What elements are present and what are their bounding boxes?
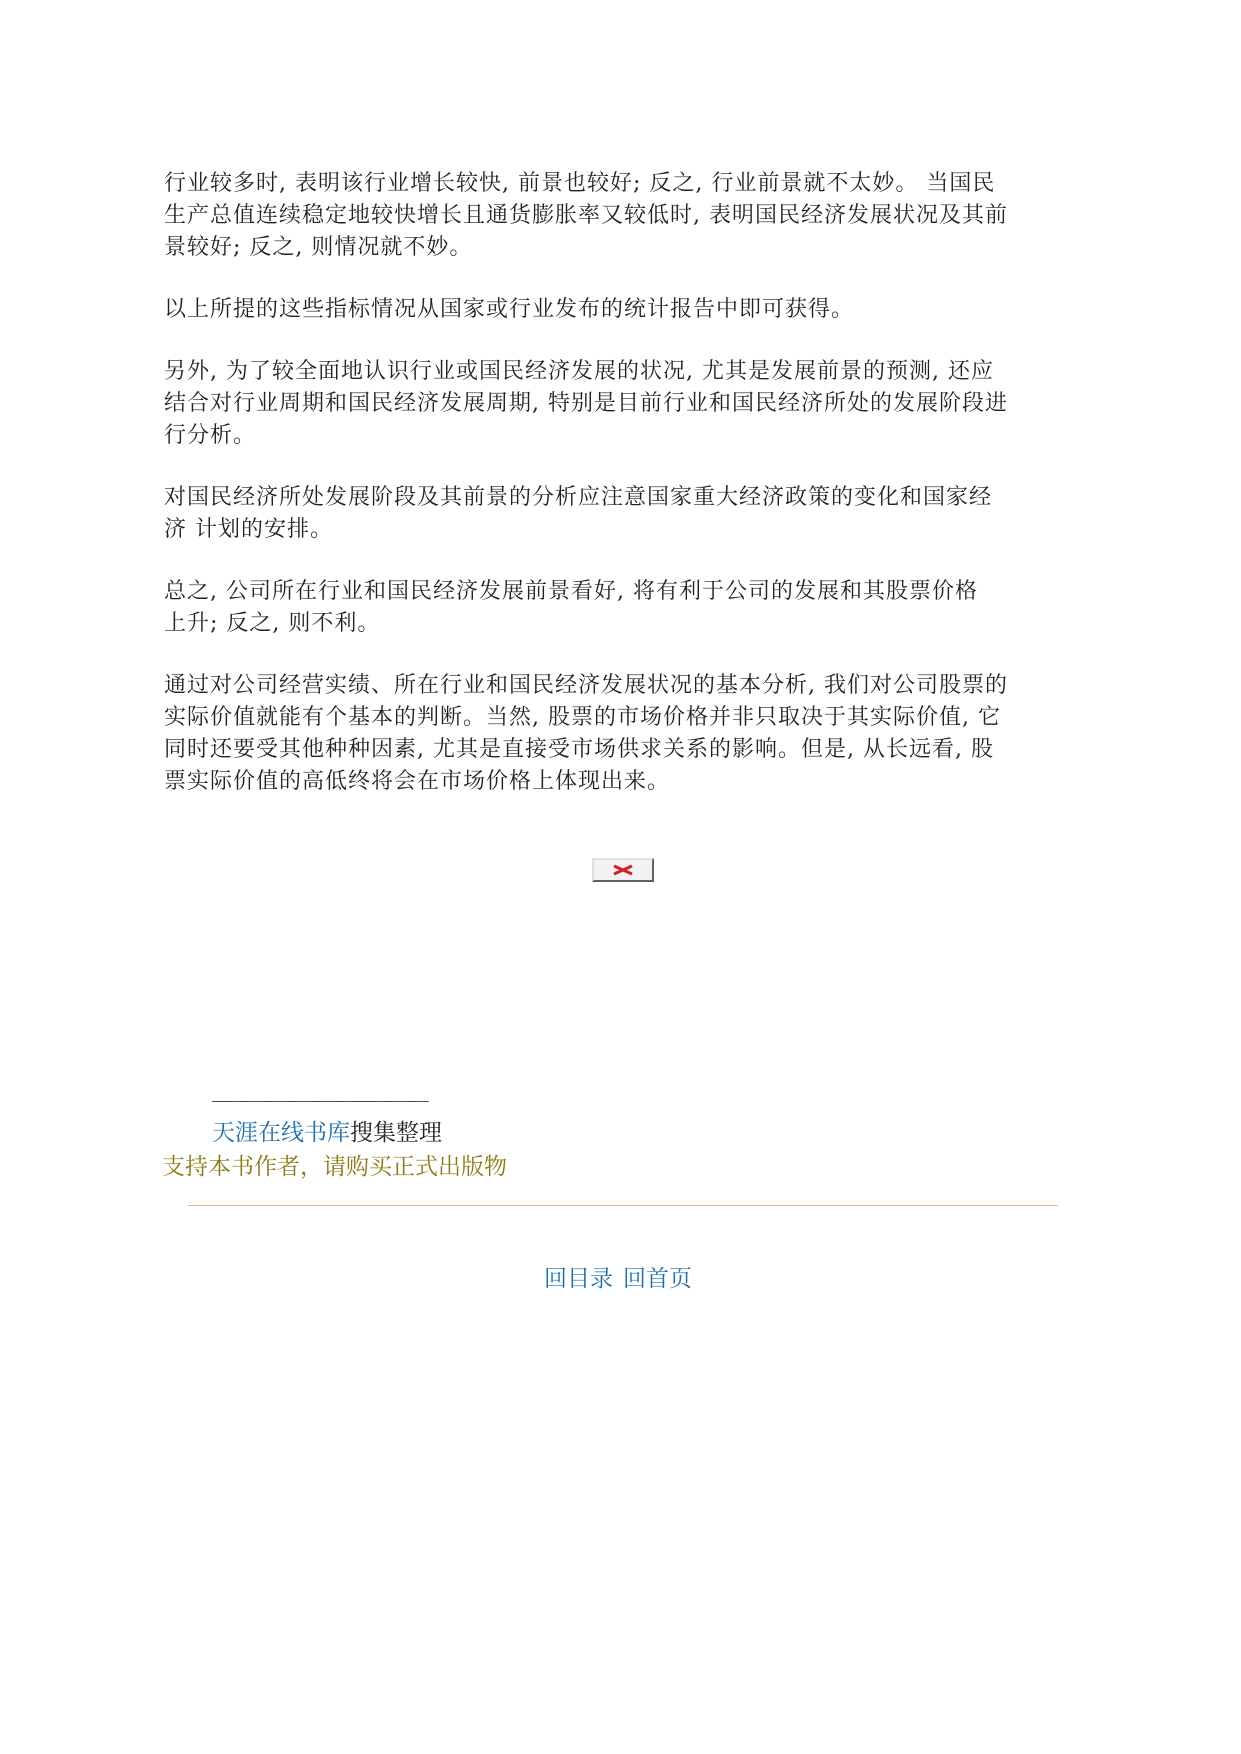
broken-image-icon [592, 858, 654, 882]
support-notice: 支持本书作者，请购买正式出版物 [162, 1154, 507, 1180]
text-line: 以上所提的这些指标情况从国家或行业发布的统计报告中即可获得。 [164, 297, 855, 322]
horizontal-rule [188, 1205, 1058, 1206]
text-line: 上升; 反之, 则不利。 [164, 611, 381, 636]
library-link[interactable]: 天涯在线书库 [212, 1120, 350, 1146]
broken-image-x-icon [594, 860, 652, 880]
text-line: 生产总值连续稳定地较快增长且通货膨胀率又较低时, 表明国民经济发展状况及其前 [164, 203, 1008, 228]
paragraph [164, 294, 1074, 326]
credit-suffix: 搜集整理 [350, 1120, 442, 1146]
credit-line [212, 1114, 442, 1147]
text-line: 景较好; 反之, 则情况就不妙。 [164, 235, 473, 260]
paragraph [164, 576, 1074, 640]
text-line: 济 计划的安排。 [164, 517, 333, 542]
text-line: 实际价值就能有个基本的判断。当然, 股票的市场价格并非只取决于其实际价值, 它 [164, 705, 1001, 730]
text-line: 票实际价值的高低终将会在市场价格上体现出来。 [164, 769, 671, 794]
home-link[interactable]: 回首页 [623, 1266, 692, 1292]
text-line: 行分析。 [164, 423, 257, 448]
article-body [164, 168, 1074, 828]
text-line: 同时还要受其他种种因素, 尤其是直接受市场供求关系的影响。但是, 从长远看, 股 [164, 737, 994, 762]
text-line: 结合对行业周期和国民经济发展周期, 特别是目前行业和国民经济所处的发展阶段进 [164, 391, 1008, 416]
separator-line: __________________ [212, 1078, 429, 1102]
paragraph [164, 670, 1074, 798]
footer-nav [544, 1260, 702, 1293]
text-line: 另外, 为了较全面地认识行业或国民经济发展的状况, 尤其是发展前景的预测, 还应 [164, 359, 994, 384]
text-line: 对国民经济所处发展阶段及其前景的分析应注意国家重大经济政策的变化和国家经 [164, 485, 993, 510]
text-line: 行业较多时, 表明该行业增长较快, 前景也较好; 反之, 行业前景就不太妙。 当国民 [164, 171, 996, 196]
toc-link[interactable]: 回目录 [544, 1266, 613, 1292]
paragraph [164, 168, 1074, 264]
paragraph [164, 482, 1074, 546]
paragraph [164, 356, 1074, 452]
text-line: 通过对公司经营实绩、所在行业和国民经济发展状况的基本分析, 我们对公司股票的 [164, 673, 1008, 698]
text-line: 总之, 公司所在行业和国民经济发展前景看好, 将有利于公司的发展和其股票价格 [164, 579, 978, 604]
